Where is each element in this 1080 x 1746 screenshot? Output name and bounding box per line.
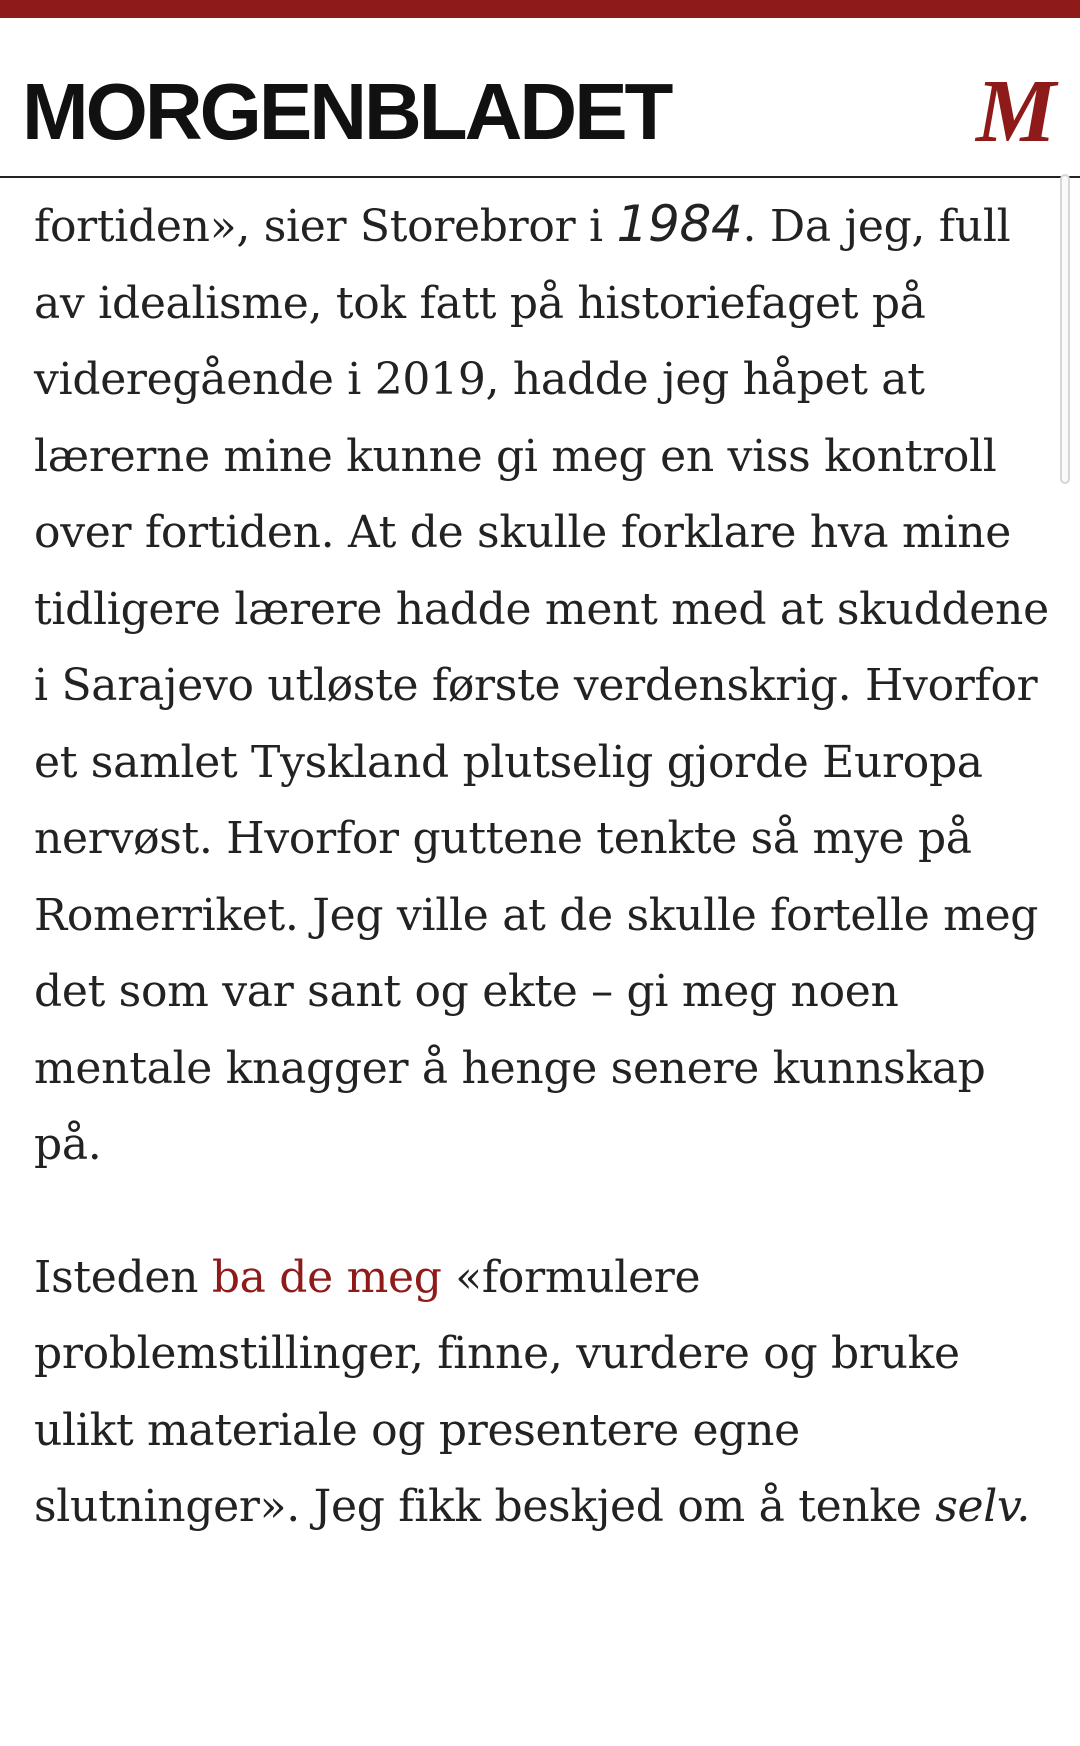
paragraph-text: fortiden», sier Storebror i: [34, 201, 617, 252]
paragraph-text: «formulere problemstillinger, finne, vurdere og bruke ulikt materiale og presentere egne slutninger». Jeg fikk beskjed om å tenke: [34, 1251, 960, 1532]
article-paragraph: [34, 1240, 1050, 1546]
emphasis-text: selv.: [935, 1481, 1031, 1532]
paragraph-text: Isteden: [34, 1251, 212, 1303]
article-body: [34, 186, 1050, 1546]
scrollbar[interactable]: [1060, 174, 1070, 484]
site-header: [0, 18, 1080, 178]
top-accent-bar: [0, 0, 1080, 18]
brand-logo[interactable]: MORGENBLADET: [22, 67, 671, 156]
brand-mark-icon[interactable]: M: [975, 62, 1056, 161]
paragraph-text: . Da jeg, full av idealisme, tok fatt på historiefaget på videregående i 2019, hadde jeg håpet at lærerne mine kunne gi meg en viss kontroll over fortiden. At de skulle forklare hva mine tidligere lærere hadde ment med at skuddene i Sarajevo utløste første verdenskrig. Hvorfor et samlet Tyskland plutselig gjorde Europa nervøst. Hvorfor guttene tenkte så mye på Romerriket. Jeg ville at de skulle fortelle meg det som var sant og ekte – gi meg noen mentale knagger å henge senere kunnskap på.: [34, 201, 1049, 1170]
book-title: 1984: [616, 195, 743, 253]
article-paragraph: [34, 186, 1050, 1184]
inline-link[interactable]: ba de meg: [211, 1251, 442, 1303]
